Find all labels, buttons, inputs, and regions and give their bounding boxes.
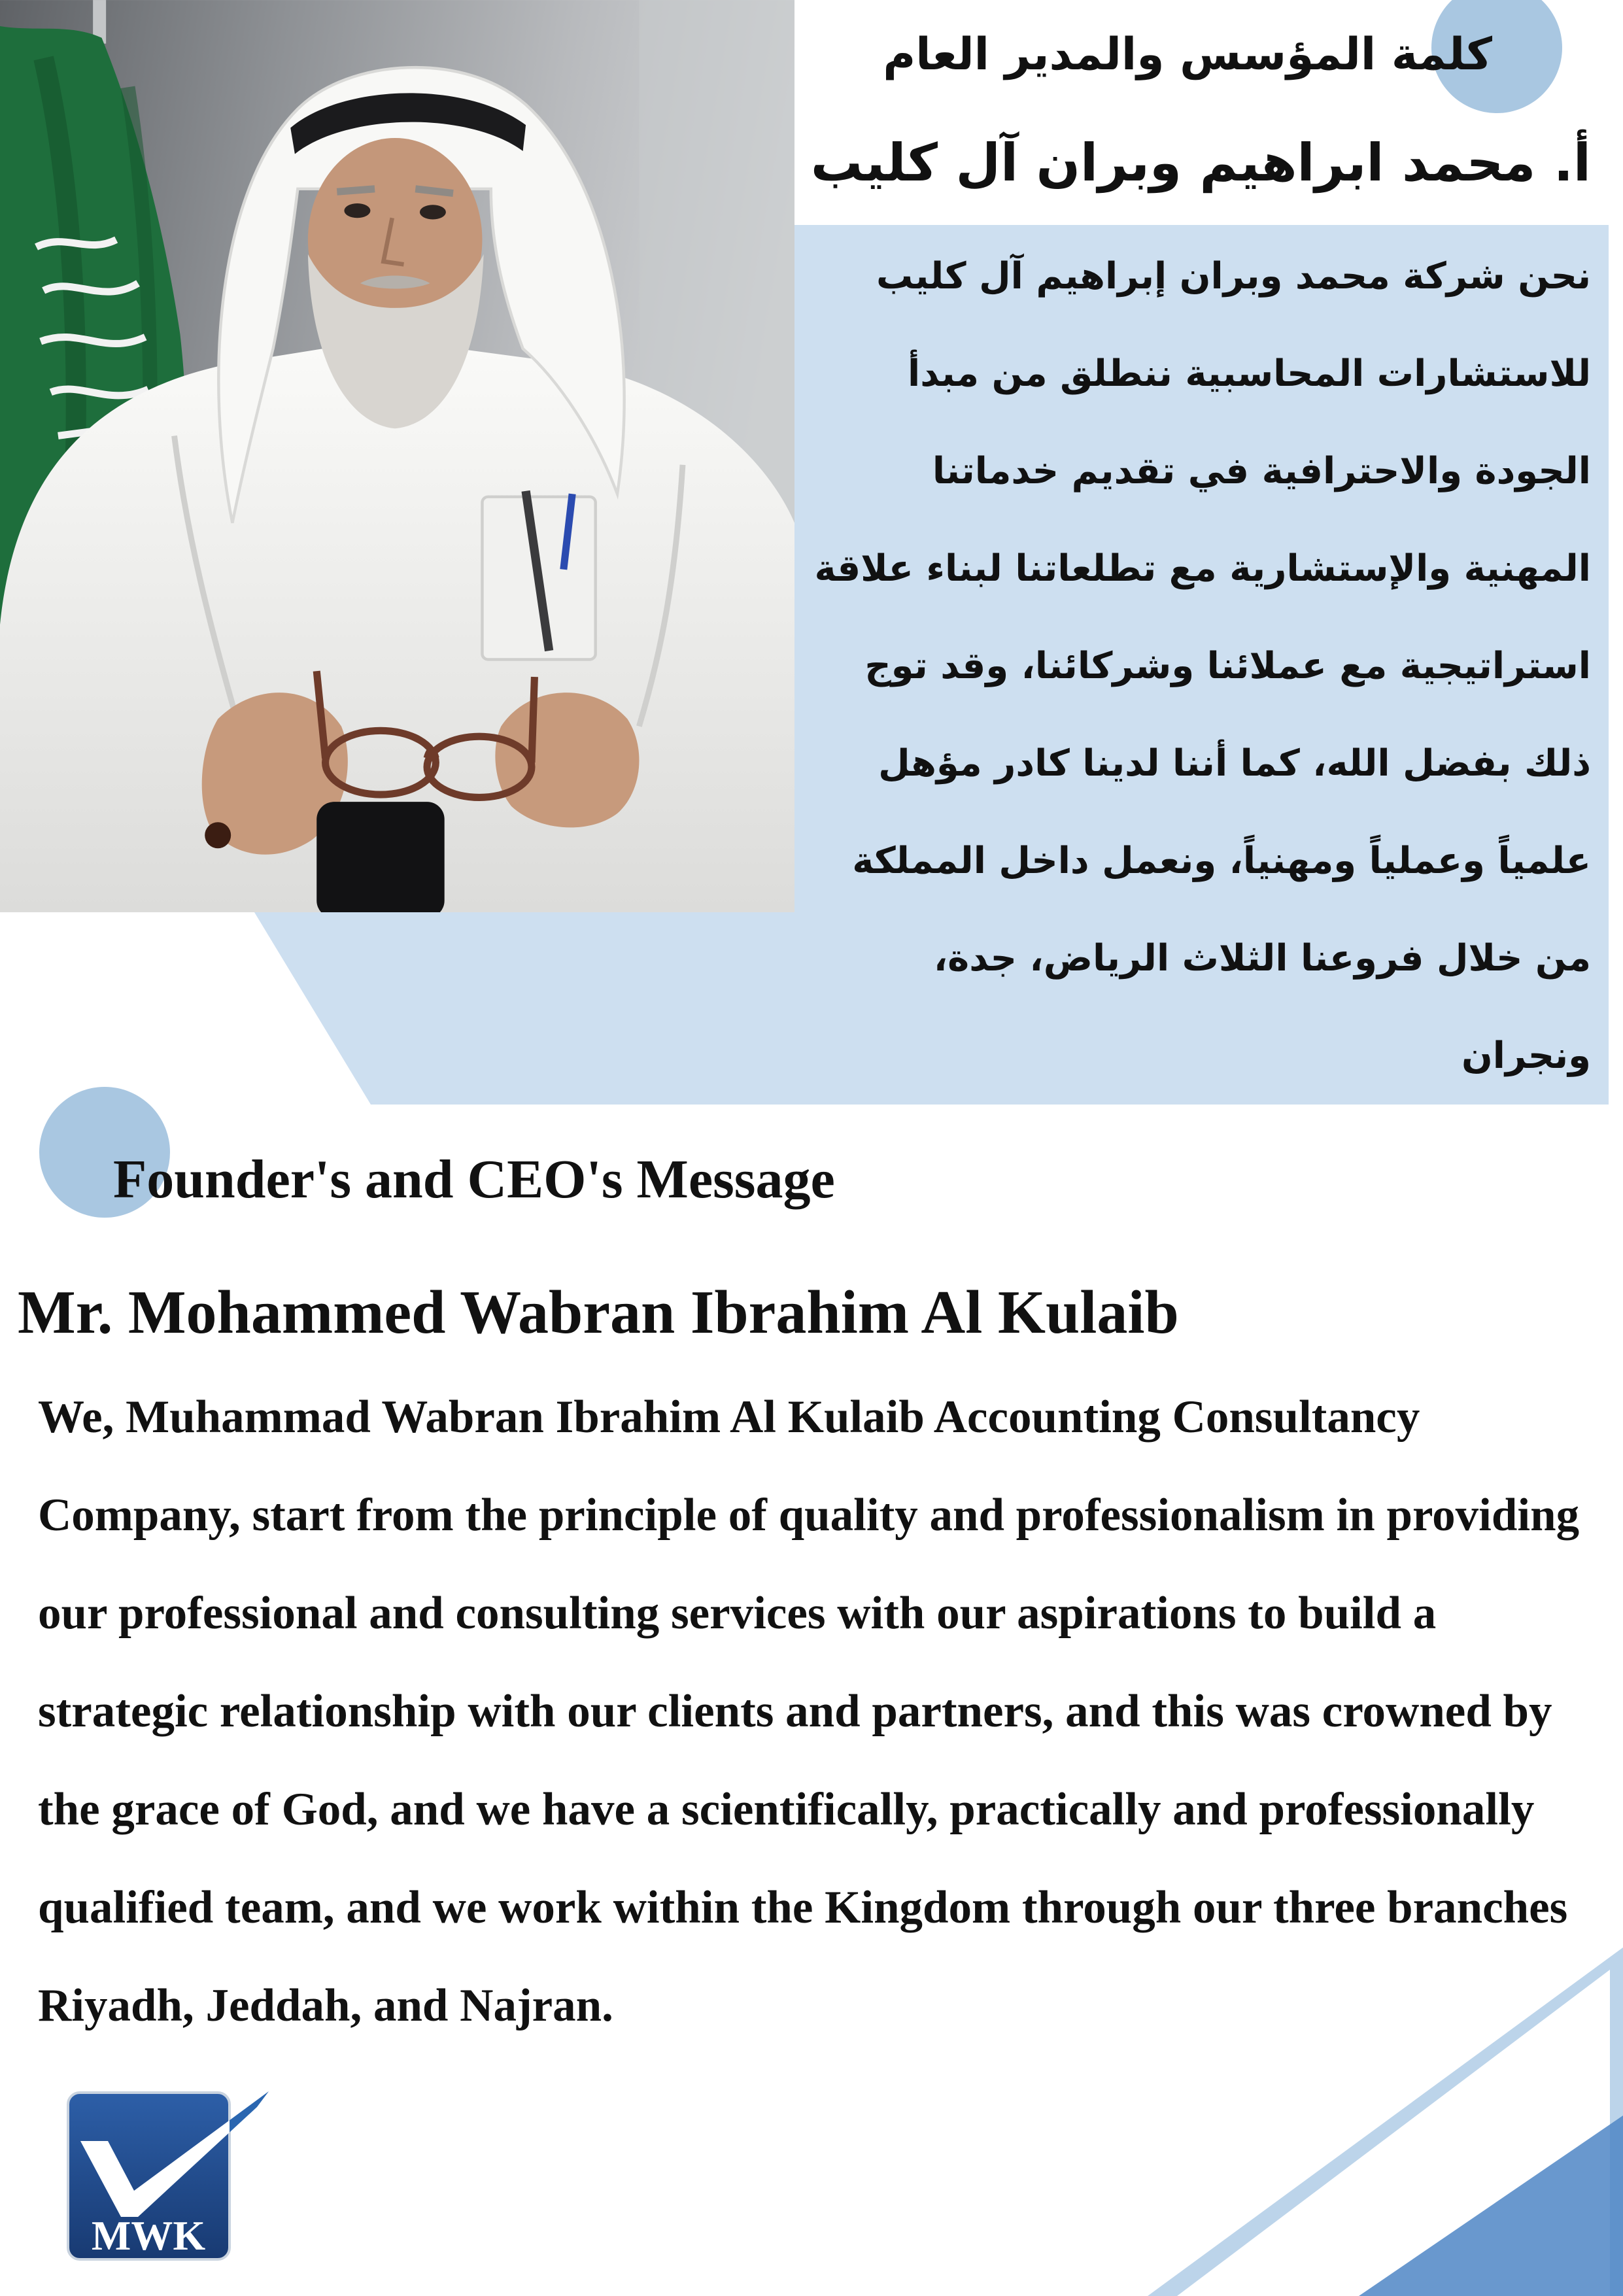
- english-message-line: strategic relationship with our clients and partners, and this was crowned by: [38, 1686, 1552, 1737]
- english-founder-name: Mr. Mohammed Wabran Ibrahim Al Kulaib: [18, 1278, 1179, 1346]
- arabic-message-line: نحن شركة محمد وبران إبراهيم آل كليب: [876, 255, 1591, 298]
- english-message-line: the grace of God, and we have a scientifically, practically and professionally: [38, 1784, 1535, 1835]
- arabic-founder-name: أ. محمد ابراهيم وبران آل كليب: [811, 133, 1591, 193]
- english-message-line: We, Muhammad Wabran Ibrahim Al Kulaib Accounting Consultancy: [38, 1392, 1420, 1443]
- english-message-line: qualified team, and we work within the Kingdom through our three branches: [38, 1882, 1568, 1933]
- founder-photo-graphic: [0, 0, 794, 912]
- arabic-message-line: المهنية والإستشارية مع تطلعاتنا لبناء علاقة: [814, 547, 1591, 590]
- arabic-message-line: ونجران: [1461, 1035, 1591, 1077]
- arabic-message-line: للاستشارات المحاسبية ننطلق من مبدأ: [908, 352, 1591, 395]
- arabic-message-line: استراتيجية مع عملائنا وشركائنا، وقد توج: [864, 645, 1591, 687]
- english-message-line: Riyadh, Jeddah, and Najran.: [38, 1980, 613, 2031]
- phone: [316, 802, 444, 912]
- english-heading: Founder's and CEO's Message: [113, 1149, 835, 1210]
- logo-text: MWK: [91, 2212, 206, 2259]
- english-message: [38, 1368, 1607, 2055]
- company-logo: [62, 2086, 278, 2266]
- company-logo-graphic: [62, 2086, 278, 2266]
- arabic-message: [811, 228, 1591, 1105]
- pocket-pens: [482, 491, 595, 660]
- arabic-heading: كلمة المؤسس والمدير العام: [883, 29, 1492, 80]
- english-message-line: Company, start from the principle of quality and professionalism in providing: [38, 1490, 1580, 1541]
- arabic-message-line: ذلك بفضل الله، كما أننا لدينا كادر مؤهل: [878, 742, 1591, 785]
- founder-photo: [0, 0, 794, 912]
- arabic-message-line: من خلال فروعنا الثلاث الرياض، جدة،: [933, 937, 1591, 980]
- english-message-line: our professional and consulting services with our aspirations to build a: [38, 1588, 1437, 1639]
- arabic-message-line: الجودة والاحترافية في تقديم خدماتنا: [932, 450, 1591, 492]
- arabic-message-line: علمياً وعملياً ومهنياً، ونعمل داخل المملكة: [852, 840, 1591, 882]
